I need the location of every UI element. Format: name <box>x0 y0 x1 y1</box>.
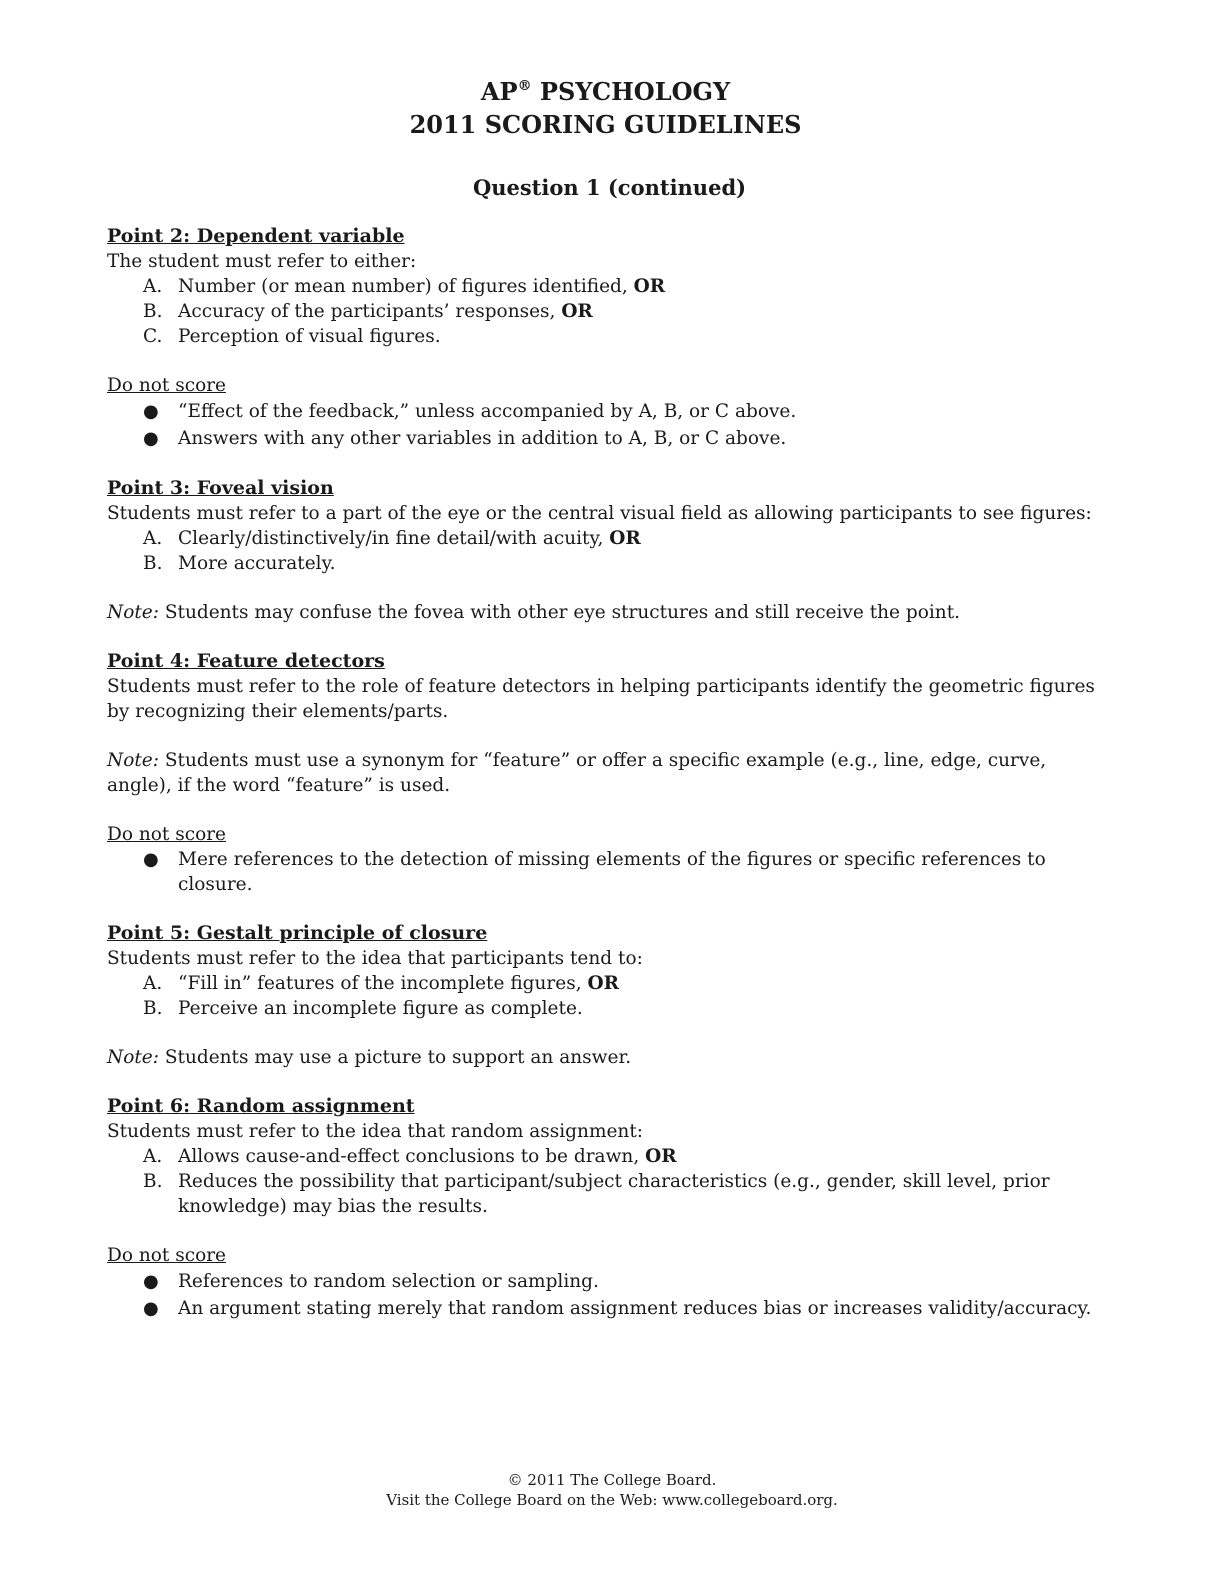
point-4-section <box>107 649 1112 897</box>
title-line-2: 2011 SCORING GUIDELINES <box>409 110 802 139</box>
question-title: Question 1 (continued) <box>472 175 747 200</box>
do-not-score-list <box>107 398 1112 452</box>
item-letter: B. <box>143 301 163 322</box>
note-text: Students must use a synonym for “feature” or offer a specific example (e.g., line, edge, curve, angle), if the word “feature” is used. <box>107 750 1047 796</box>
title-ap: AP <box>480 77 518 106</box>
or-keyword: OR <box>645 1146 677 1167</box>
point-5-criteria <box>107 971 1112 1021</box>
website-text: Visit the College Board on the Web: www.collegeboard.org. <box>386 1491 838 1509</box>
item-text: Perceive an incomplete figure as complete. <box>178 998 583 1019</box>
list-item <box>107 996 1112 1021</box>
list-item <box>107 971 1112 996</box>
item-letter: B. <box>143 998 163 1019</box>
item-letter: A. <box>143 973 163 994</box>
point-3-note <box>107 600 1112 625</box>
or-keyword: OR <box>609 528 641 549</box>
title-line-1 <box>99 70 1112 108</box>
list-item <box>107 398 1112 425</box>
list-item <box>107 425 1112 452</box>
do-not-score-list <box>107 847 1112 897</box>
list-item <box>107 274 1112 299</box>
do-not-score-label: Do not score <box>107 375 227 396</box>
item-text: Perception of visual figures. <box>178 326 441 347</box>
point-5-intro: Students must refer to the idea that participants tend to: <box>107 948 643 969</box>
or-keyword: OR <box>633 276 666 297</box>
note-label: Note: <box>107 602 159 623</box>
point-2-section <box>107 224 1112 452</box>
point-2-criteria <box>107 274 1112 349</box>
item-text: Answers with any other variables in addition to A, B, or C above. <box>178 428 787 449</box>
list-item <box>107 1268 1112 1295</box>
point-3-intro: Students must refer to a part of the eye or the central visual field as allowing participants to see figures: <box>107 503 1092 524</box>
point-2-intro: The student must refer to either: <box>107 251 417 272</box>
point-5-heading: Point 5: Gestalt principle of closure <box>107 922 488 944</box>
list-item <box>107 1295 1112 1322</box>
item-text: References to random selection or sampling. <box>178 1271 599 1292</box>
item-text: An argument stating merely that random assignment reduces bias or increases validity/accuracy. <box>178 1298 1092 1319</box>
item-text: Clearly/distinctively/in fine detail/with acuity, <box>178 528 610 549</box>
bullet-icon: ● <box>143 849 159 870</box>
point-6-intro: Students must refer to the idea that random assignment: <box>107 1121 644 1142</box>
point-6-criteria <box>107 1144 1112 1219</box>
list-item <box>107 847 1112 897</box>
bullet-icon: ● <box>143 1298 159 1319</box>
item-text: Accuracy of the participants’ responses, <box>178 301 562 322</box>
point-4-intro: Students must refer to the role of feature detectors in helping participants identify the geometric figures by recognizing their elements/parts. <box>107 676 1095 722</box>
registered-mark: ® <box>517 78 532 94</box>
title-subject: PSYCHOLOGY <box>531 77 731 106</box>
do-not-score-label: Do not score <box>107 824 227 845</box>
bullet-icon: ● <box>143 1271 159 1292</box>
do-not-score-list <box>107 1268 1112 1322</box>
item-text: Reduces the possibility that participant/subject characteristics (e.g., gender, skill level, prior knowledge) may bias the results. <box>178 1171 1050 1217</box>
item-text: Allows cause-and-effect conclusions to be drawn, <box>178 1146 646 1167</box>
item-letter: B. <box>143 553 163 574</box>
point-3-criteria <box>107 526 1112 576</box>
note-text: Students may confuse the fovea with other eye structures and still receive the point. <box>158 602 961 623</box>
item-text: “Effect of the feedback,” unless accompanied by A, B, or C above. <box>178 401 797 422</box>
list-item <box>107 526 1112 551</box>
point-5-note <box>107 1045 1112 1070</box>
list-item <box>107 1169 1112 1219</box>
point-6-section <box>107 1094 1112 1322</box>
list-item <box>107 299 1112 324</box>
point-2-heading: Point 2: Dependent variable <box>107 225 405 247</box>
item-text: Mere references to the detection of missing elements of the figures or specific references to closure. <box>178 849 1046 895</box>
item-letter: A. <box>143 1146 163 1167</box>
item-letter: B. <box>143 1171 163 1192</box>
point-4-heading: Point 4: Feature detectors <box>107 650 385 672</box>
do-not-score-label: Do not score <box>107 1245 227 1266</box>
list-item <box>107 551 1112 576</box>
item-text: Number (or mean number) of figures identified, <box>178 276 634 297</box>
point-3-heading: Point 3: Foveal vision <box>107 477 334 499</box>
document-title <box>99 70 1112 141</box>
note-label: Note: <box>107 1047 159 1068</box>
item-letter: C. <box>143 326 163 347</box>
bullet-icon: ● <box>143 428 159 449</box>
note-text: Students may use a picture to support an answer. <box>158 1047 632 1068</box>
document-page <box>107 70 1112 1322</box>
page-footer <box>0 1470 1224 1510</box>
copyright-text: © 2011 The College Board. <box>507 1471 717 1489</box>
point-4-note <box>107 748 1112 798</box>
item-text: More accurately. <box>178 553 336 574</box>
point-3-section <box>107 476 1112 625</box>
point-5-section <box>107 921 1112 1070</box>
or-keyword: OR <box>561 301 593 322</box>
item-text: “Fill in” features of the incomplete figures, <box>178 973 588 994</box>
bullet-icon: ● <box>143 401 159 422</box>
point-6-heading: Point 6: Random assignment <box>107 1095 415 1117</box>
or-keyword: OR <box>587 973 619 994</box>
list-item <box>107 1144 1112 1169</box>
item-letter: A. <box>143 276 163 297</box>
item-letter: A. <box>143 528 163 549</box>
list-item <box>107 324 1112 349</box>
note-label: Note: <box>107 750 159 771</box>
